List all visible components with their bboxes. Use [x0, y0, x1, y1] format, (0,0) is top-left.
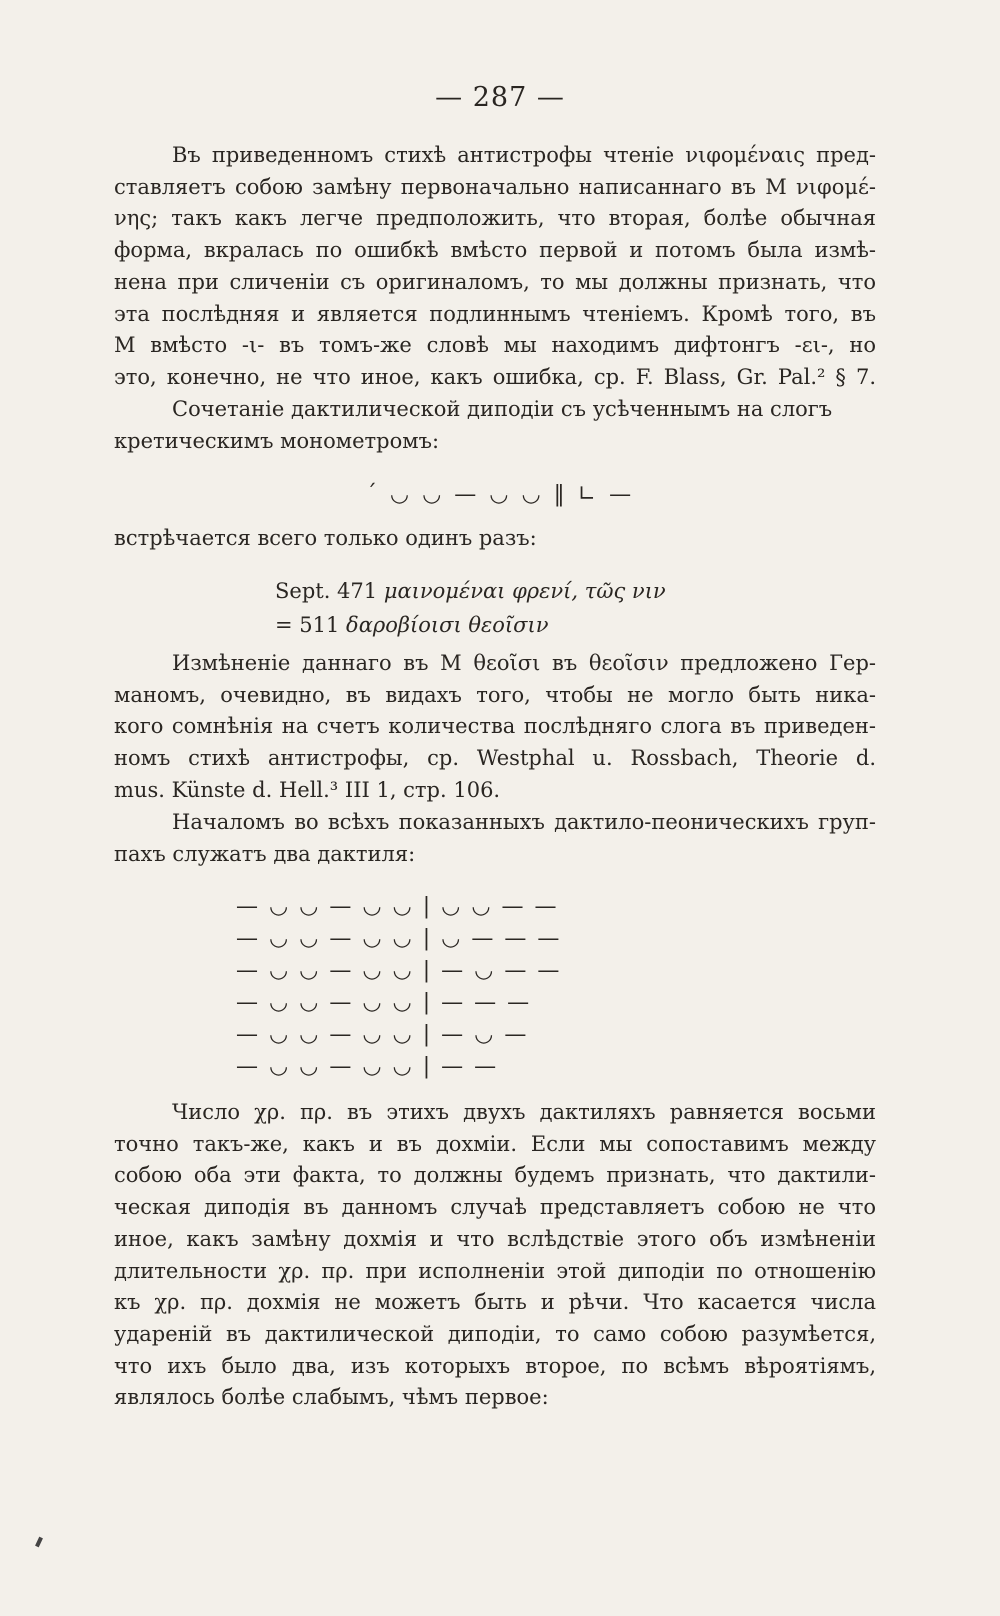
paragraph-4	[114, 648, 876, 807]
greek-verse: δαροβίοισι θεοῖσιν	[346, 613, 549, 637]
text-line: встрѣчается всего только одинъ разъ:	[114, 526, 537, 550]
verse-reference: = 511	[275, 613, 340, 637]
metrical-scheme-row: — ◡ ◡ — ◡ ◡ | — —	[236, 1054, 499, 1079]
text-line: длительности χρ. πρ. при исполненіи этой диподіи по отношенію	[114, 1258, 876, 1283]
text-line: Измѣненіе даннаго въ М θεοῖσι въ θεοῖσιν предложено Гер-	[172, 651, 876, 675]
text-line: форма, вкралась по ошибкѣ вмѣсто первой и потомъ была измѣ-	[114, 238, 876, 263]
text-line: Началомъ во всѣхъ показанныхъ дактило-пеоническихъ груп-	[172, 810, 876, 834]
text-line: М вмѣсто -ι- въ томъ-же словѣ мы находимъ дифтонгъ -ει-, но	[114, 333, 876, 358]
paragraph-2	[114, 394, 876, 457]
text-line: кого сомнѣнія на счетъ количества послѣдняго слога въ приведен-	[114, 714, 876, 739]
paragraph-6	[114, 1097, 876, 1414]
text-line: кретическимъ монометромъ:	[114, 428, 440, 453]
metrical-scheme-row: — ◡ ◡ — ◡ ◡ | ◡ — — —	[236, 926, 562, 951]
text-line: удареній въ дактилической диподіи, то само собою разумѣется,	[114, 1321, 876, 1346]
verse-example-row	[275, 574, 666, 608]
metrical-scheme-row: — ◡ ◡ — ◡ ◡ | — — —	[236, 990, 532, 1015]
metrical-scheme-row: — ◡ ◡ — ◡ ◡ | ◡ ◡ — —	[236, 894, 559, 919]
text-line: ческая диподія въ данномъ случаѣ представляетъ собою не что	[114, 1195, 876, 1220]
text-line: маномъ, очевидно, въ видахъ того, чтобы не могло быть ника-	[114, 682, 876, 707]
text-line: къ χρ. πρ. дохмія не можетъ быть и рѣчи. Что касается числа	[114, 1290, 876, 1315]
text-line: Число χρ. πρ. въ этихъ двухъ дактиляхъ равняется восьми	[172, 1100, 876, 1124]
text-line: номъ стихѣ антистрофы, ср. Westphal u. Rossbach, Theorie d.	[114, 746, 876, 771]
ink-speck	[35, 1537, 43, 1548]
metrical-scheme-row: — ◡ ◡ — ◡ ◡ | — ◡ — —	[236, 958, 562, 983]
metrical-scheme-row: — ◡ ◡ — ◡ ◡ | — ◡ —	[236, 1022, 529, 1047]
page-number: — 287 —	[435, 82, 565, 113]
text-line: νης; такъ какъ легче предположить, что вторая, болѣе обычная	[114, 206, 876, 231]
text-line: mus. Künste d. Hell.³ III 1, стр. 106.	[114, 777, 501, 802]
verse-example-row	[275, 608, 666, 642]
text-line: Сочетаніе дактилической диподіи съ усѣченнымъ на слогъ	[172, 397, 833, 421]
text-line: эта послѣдняя и является подлиннымъ чтеніемъ. Кромѣ того, въ	[114, 301, 876, 326]
greek-verse: μαινομέναι φρενί, τῶς νιν	[383, 579, 666, 603]
text-line: иное, какъ замѣну дохмія и что вслѣдствіе этого объ измѣненіи	[114, 1226, 876, 1251]
text-line: пахъ служатъ два дактиля:	[114, 841, 416, 866]
text-line: нена при сличеніи съ оригиналомъ, то мы должны признать, что	[114, 269, 876, 294]
paragraph-3	[114, 523, 876, 555]
text-line: собою оба эти факта, то должны будемъ признать, что дактили-	[114, 1163, 876, 1188]
text-line: ставляетъ собою замѣну первоначально написаннаго въ М νιφομέ-	[114, 174, 876, 199]
metrical-scheme-single: ´ ◡ ◡ — ◡ ◡ ‖ ∟ —	[365, 482, 635, 507]
text-line: что ихъ было два, изъ которыхъ второе, по всѣмъ вѣроятіямъ,	[114, 1353, 876, 1378]
text-line: Въ приведенномъ стихѣ антистрофы чтеніе νιφομέναις пред-	[172, 143, 876, 167]
paragraph-5	[114, 807, 876, 870]
verse-reference: Sept. 471	[275, 579, 378, 603]
text-line: точно такъ-же, какъ и въ дохміи. Если мы сопоставимъ между	[114, 1131, 876, 1156]
text-line: это, конечно, не что иное, какъ ошибка, ср. F. Blass, Gr. Pal.² § 7.	[114, 364, 876, 389]
text-line: являлось болѣе слабымъ, чѣмъ первое:	[114, 1385, 549, 1410]
paragraph-1	[114, 140, 876, 394]
verse-example	[275, 574, 666, 642]
